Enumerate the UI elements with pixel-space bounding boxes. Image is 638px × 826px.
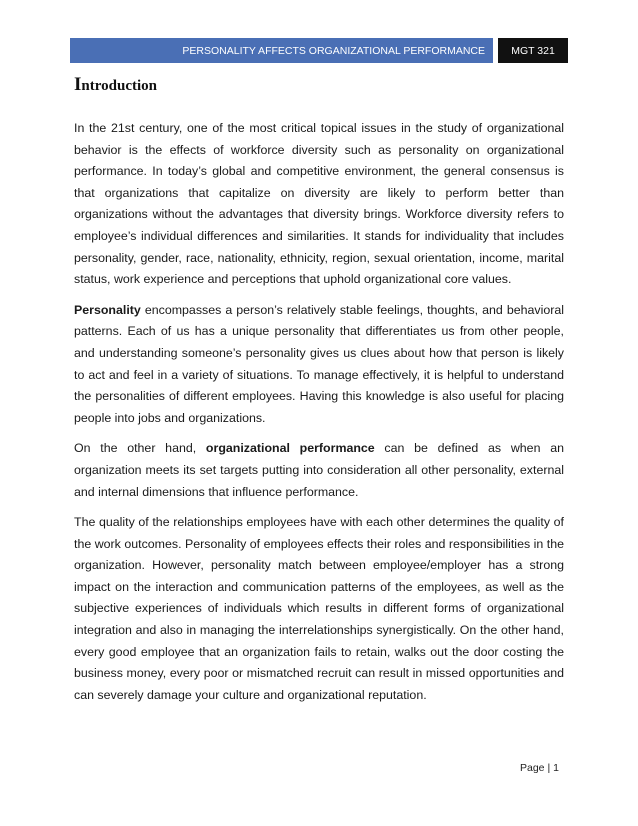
heading-initial: I xyxy=(74,74,82,95)
section-heading xyxy=(74,74,157,96)
term-personality: Personality xyxy=(74,302,141,317)
header-course-code: MGT 321 xyxy=(498,38,568,63)
paragraph-intro: In the 21st century, one of the most critical topical issues in the study of organizational behavior is the effects of workforce diversity such as personality on organizational performance. In today’s global and competitive environment, the general consensus is that organizations that capitalize on diversity are likely to perform better than organizations without the advantages that diversity brings. Workforce diversity refers to employee’s individual differences and similarities. It stands for individuality that includes personality, gender, race, nationality, ethnicity, region, sexual orientation, income, marital status, work experience and perceptions that uphold organizational core values. xyxy=(74,121,564,287)
document-body xyxy=(74,118,564,715)
heading-text: ntroduction xyxy=(81,78,157,94)
running-header xyxy=(70,38,568,63)
paragraph-relationships: The quality of the relationships employees have with each other determines the quality of the work outcomes. Personality of employees effects their roles and responsibilities in the organization. However, personality match between employee/employer has a strong impact on the interaction and communication patterns of the employees, as well as the subjective experiences of individuals which results in different forms of organizational integration and also in managing the interrelationships synergistically. On the other hand, every good employee that an organization fails to retain, walks out the door costing the business money, every poor or mismatched recruit can result in missed opportunities and can severely damage your culture and organizational reputation. xyxy=(74,515,564,702)
paragraph-personality xyxy=(74,300,564,430)
header-title: PERSONALITY AFFECTS ORGANIZATIONAL PERFORMANCE xyxy=(70,38,494,63)
paragraph-personality-text: encompasses a person’s relatively stable feelings, thoughts, and behavioral patterns. Each of us has a unique personality that differentiates us from other people, and understanding someone’s personality gives us clues about how that person is likely to act and feel in a variety of situations. To manage effectively, it is helpful to understand the personalities of different employees. Having this knowledge is also useful for placing people into jobs and organizations. xyxy=(74,302,564,425)
term-organizational-performance: organizational performance xyxy=(205,441,375,456)
paragraph-performance xyxy=(74,438,564,503)
page-number: Page | 1 xyxy=(520,762,559,774)
paragraph-performance-lead: On the other hand, xyxy=(74,441,206,456)
paragraph-performance-text: can be defined as when an organization meets its set targets putting into consideration all other personality, external and internal dimensions that influence performance. xyxy=(74,441,564,499)
